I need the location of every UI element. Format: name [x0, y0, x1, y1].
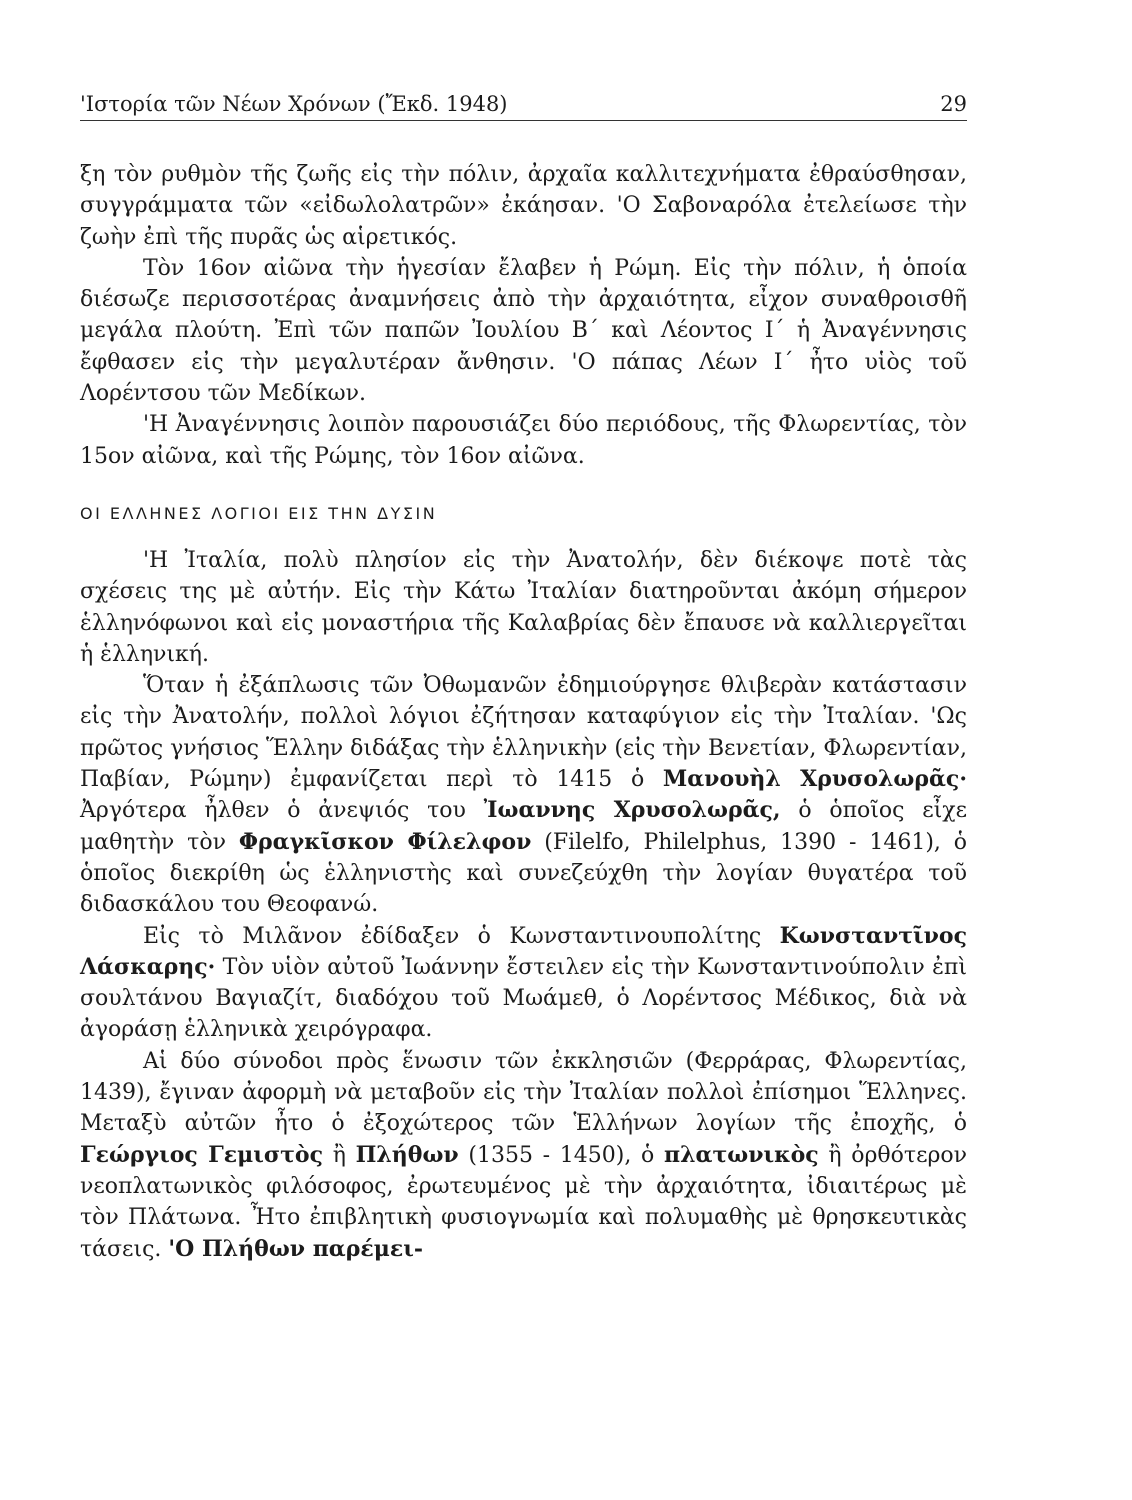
name-georgios-gemistos: Γεώργιος Γεμιστὸς	[80, 1141, 323, 1168]
name-filelfo: Φραγκῖσκον Φίλελφον	[238, 828, 532, 855]
paragraph-5-text-c: Ἀργότερα ἦλθεν ὁ ἀνεψιός του	[80, 798, 466, 824]
paragraph-7-text-a: Αἱ δύο σύνοδοι πρὸς ἕνωσιν τῶν ἐκκλησιῶν (Φερράρας, Φλωρεντίας, 1439), ἔγιναν ἀφορμὴ νὰ μεταβοῦν εἰς τὴν Ἰταλίαν πολλοὶ ἐπίσημοι Ἕλληνες. Μεταξὺ αὐτῶν ἦτο ὁ ἐξοχώτερος τῶν Ἑλλήνων λογίων τῆς ἐποχῆς, ὁ	[80, 1048, 967, 1137]
paragraph-7	[80, 1046, 967, 1265]
paragraph-7-text-d: (1355 - 1450), ὁ	[468, 1142, 655, 1168]
paragraph-2: Τὸν 16ον αἰῶνα τὴν ἡγεσίαν ἔλαβεν ἡ Ρώμη. Εἰς τὴν πόλιν, ἡ ὁποία διέσωζε περισσοτέρας ἀναμνήσεις ἀπὸ τὴν ἀρχαιότητα, εἶχον συναθροισθῆ μεγάλα πλούτη. Ἐπὶ τῶν παπῶν Ἰουλίου Β΄ καὶ Λέοντος Ι΄ ἡ Ἀναγέννησις ἔφθασεν εἰς τὴν μεγαλυτέραν ἄνθησιν. 'Ο πάπας Λέων Ι΄ ἦτο υἱὸς τοῦ Λορέντσου τῶν Μεδίκων.	[80, 255, 967, 407]
paragraph-1: ξη τὸν ρυθμὸν τῆς ζωῆς εἰς τὴν πόλιν, ἀρχαῖα καλλιτεχνήματα ἐθραύσθησαν, συγγράμματα τῶν «εἰδωλολατρῶν» ἐκάησαν. 'Ο Σαβοναρόλα ἐτελείωσε τὴν ζωὴν ἐπὶ τῆς πυρᾶς ὡς αἱρετικός.	[80, 162, 967, 250]
term-platonikos: πλατωνικὸς	[663, 1141, 819, 1168]
paragraph-7-closing: 'Ο Πλήθων παρέμει-	[168, 1235, 423, 1262]
body-text	[80, 159, 967, 1265]
paragraph-6-text-c: Τὸν υἱὸν αὐτοῦ Ἰωάννην ἔστειλεν εἰς τὴν Κωνσταντινούπολιν ἐπὶ σουλτάνου Βαγιαζίτ, διαδόχου τοῦ Μωάμεθ, ὁ Λορέντσος Μέδικος, διὰ νὰ ἀγοράσῃ ἑλληνικὰ χειρόγραφα.	[80, 954, 967, 1043]
name-ioannis-chrysoloras: Ἰωαννης Χρυσολωρᾶς,	[483, 797, 781, 824]
paragraph-5	[80, 670, 967, 920]
paragraph-5-text-a: Ὅταν ἡ ἐξάπλωσις τῶν Ὀθωμανῶν ἐδημιούργησε θλιβερὰν κατάστασιν εἰς τὴν Ἀνατολήν, πολλοὶ λόγιοι ἐζήτησαν καταφύγιον εἰς τὴν Ἰταλίαν. 'Ως πρῶτος γνήσιος Ἕλλην διδάξας τὴν ἑλληνικὴν (εἰς τὴν Βενετίαν, Φλωρεντίαν, Παβίαν, Ρώμην) ἐμφανίζεται περὶ τὸ 1415 ὁ	[80, 673, 967, 793]
paragraph-5-text-d: ὁ ὁποῖος εἶχε μαθητὴν τὸν	[80, 798, 968, 855]
section-heading: ΟΙ ΕΛΛΗΝΕΣ ΛΟΓΙΟΙ ΕΙΣ ΤΗΝ ΔΥΣΙΝ	[80, 503, 438, 523]
page-number: 29	[940, 92, 967, 116]
running-header	[80, 88, 967, 121]
name-konstantinos-laskaris: Κωνσταντῖνος Λάσκαρης·	[80, 922, 967, 980]
paragraph-7-text-e: ἢ ὀρθότερον νεοπλατωνικὸς φιλόσοφος, ἐρωτευμένος μὲ τὴν ἀρχαιότητα, ἰδιαιτέρως μὲ τὸν Πλάτωνα. Ἦτο ἐπιβλητικὴ φυσιογνωμία καὶ πολυμαθὴς μὲ θρησκευτικὰς τάσεις.	[80, 1142, 968, 1262]
paragraph-6	[80, 921, 967, 1046]
name-plethon: Πλήθων	[355, 1141, 459, 1168]
running-title: 'Ιστορία τῶν Νέων Χρόνων (Ἔκδ. 1948)	[80, 92, 508, 116]
paragraph-5-text-e: (Filelfo, Philelphus, 1390 - 1461), ὁ ὁποῖος διεκρίθη ὡς ἑλληνιστὴς καὶ συνεζεύχθη τὴν λογίαν θυγατέρα τοῦ διδασκάλου του Θεοφανώ.	[80, 829, 968, 918]
paragraph-7-text-c: ἢ	[332, 1142, 346, 1168]
name-manuel-chrysoloras: Μανουὴλ Χρυσολωρᾶς·	[662, 766, 967, 793]
paragraph-3: 'Η Ἀναγέννησις λοιπὸν παρουσιάζει δύο περιόδους, τῆς Φλωρεντίας, τὸν 15ον αἰῶνα, καὶ τῆς Ρώμης, τὸν 16ον αἰῶνα.	[80, 412, 967, 469]
paragraph-4: 'Η Ἰταλία, πολὺ πλησίον εἰς τὴν Ἀνατολήν, δὲν διέκοψε ποτὲ τὰς σχέσεις της μὲ αὐτήν. Εἰς τὴν Κάτω Ἰταλίαν διατηροῦνται ἀκόμη σήμερον ἑλληνόφωνοι καὶ εἰς μοναστήρια τῆς Καλαβρίας δὲν ἔπαυσε νὰ καλλιεργεῖται ἡ ἑλληνική.	[80, 547, 967, 667]
paragraph-6-text-a: Εἰς τὸ Μιλᾶνον ἐδίδαξεν ὁ Κωνσταντινουπολίτης	[143, 923, 762, 949]
